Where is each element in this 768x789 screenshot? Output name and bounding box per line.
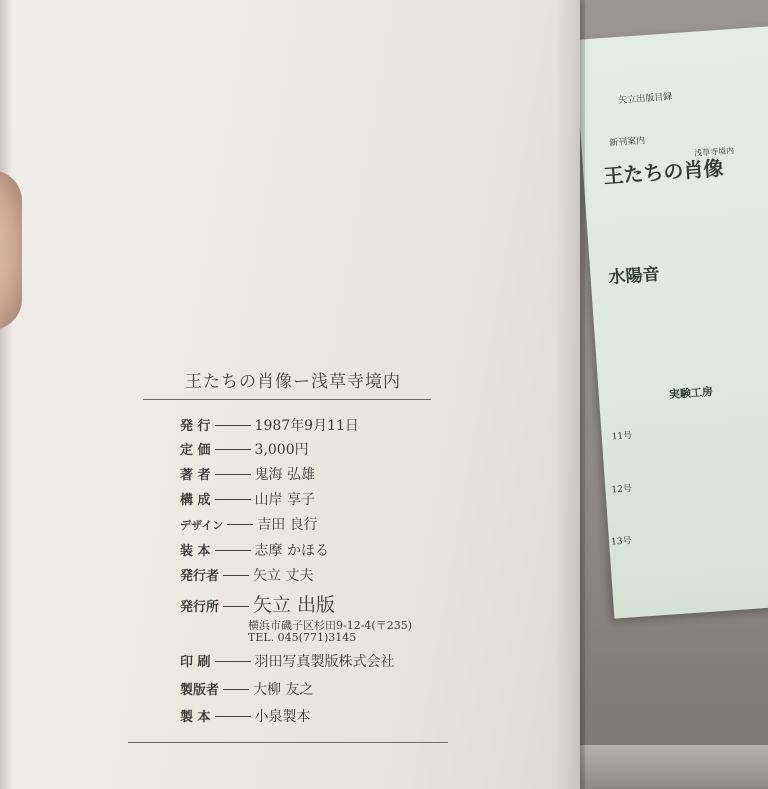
bottom-rule (128, 742, 448, 743)
dash (223, 575, 249, 576)
finger (0, 170, 22, 330)
row-label: 製 本 (180, 710, 211, 725)
insert-issue-13: 13号 (610, 536, 632, 548)
row-label: 発行者 (180, 569, 220, 584)
dash (215, 661, 251, 662)
page-edge (0, 0, 12, 789)
row-value: 矢立 出版 (253, 594, 336, 616)
insert-book-title: 王たちの肖像 (602, 155, 725, 189)
row-label: 構 成 (180, 493, 211, 508)
row-label: デザイン (180, 519, 224, 532)
spine-shadow (555, 0, 585, 789)
row-label: 装 本 (180, 544, 211, 559)
dash (215, 499, 251, 500)
insert-publisher: 実験工房 (668, 385, 714, 402)
row-value: 矢立 丈夫 (253, 568, 314, 584)
row-binding-design (180, 540, 329, 560)
insert-section: 新刊案内 (608, 136, 646, 149)
row-value: 小泉製本 (254, 709, 311, 725)
book-title: 王たちの肖像ー浅草寺境内 (185, 372, 401, 392)
row-printing (180, 651, 395, 671)
dash (215, 550, 251, 551)
dash (223, 606, 249, 607)
dash (215, 474, 251, 475)
row-value: 鬼海 弘雄 (254, 467, 315, 483)
row-publisher (180, 590, 335, 617)
row-value: 3,000円 (254, 442, 309, 458)
row-value: 志摩 かほる (254, 543, 329, 559)
row-composition (180, 489, 315, 509)
row-publisher-person (180, 565, 313, 585)
row-label: 著 者 (180, 468, 211, 483)
row-plate-maker (180, 679, 313, 699)
row-value: 羽田写真製版株式会社 (254, 654, 395, 670)
top-rule (143, 399, 431, 400)
row-bookbinding (180, 706, 311, 726)
row-value: 山岸 享子 (254, 492, 315, 508)
row-label: 発 行 (180, 419, 211, 434)
row-label: 印 刷 (180, 655, 211, 670)
insert-header: 矢立出版目録 (618, 92, 673, 107)
row-label: 製版者 (180, 683, 220, 698)
insert-second-title: 水陽音 (608, 264, 661, 289)
insert-issue-11: 11号 (611, 430, 633, 443)
publisher-address: 横浜市磯子区杉田9-12-4(〒235) (248, 619, 413, 632)
insert-issue-12: 12号 (611, 484, 633, 496)
publisher-tel: TEL. 045(771)3145 (248, 631, 357, 644)
row-label: 発行所 (180, 600, 220, 615)
row-design (180, 514, 318, 534)
row-author (180, 464, 315, 484)
dash (215, 716, 251, 717)
row-label: 定 価 (180, 443, 211, 458)
dash (223, 689, 249, 690)
dash (215, 449, 251, 450)
row-issue-date (180, 415, 359, 435)
row-value: 吉田 良行 (257, 517, 318, 533)
row-value: 大柳 友之 (253, 682, 314, 698)
dash (227, 524, 253, 525)
dash (215, 425, 251, 426)
insert-book-subtitle: 浅草寺境内 (693, 146, 735, 158)
row-price (180, 439, 309, 459)
row-value: 1987年9月11日 (254, 418, 359, 434)
